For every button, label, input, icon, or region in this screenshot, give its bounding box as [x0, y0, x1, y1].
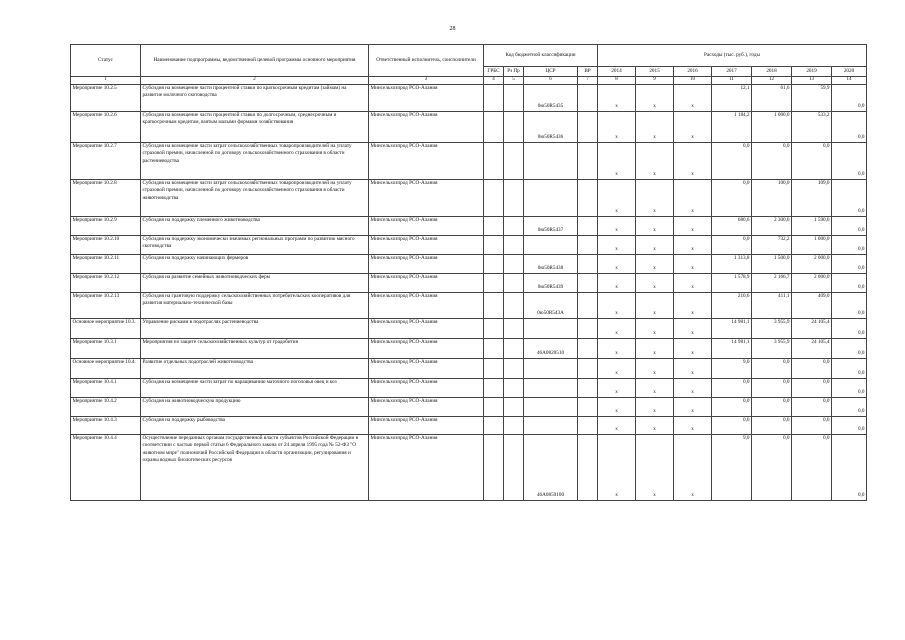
row-rzpr [504, 142, 524, 179]
row-2016: х [674, 111, 712, 142]
row-status: Основное мероприятие 10.3. [71, 318, 141, 338]
row-name: Субсидия на возмещение части затрат сельскохозяйственных товаропроизводителей на уплату страховой премии, начисленной по договору сельскохозяйственного страхования в области растениеводства [141, 142, 369, 179]
header-budget-code: Код бюджетной классификации [484, 45, 598, 67]
row-grbs [484, 358, 504, 378]
row-csr [524, 416, 578, 434]
row-status: Мероприятие 10.2.6 [71, 111, 141, 142]
column-number: 4 [484, 77, 504, 85]
row-2020: 0,0 [832, 84, 867, 111]
row-2020: 0,0 [832, 318, 867, 338]
row-2020: 0,0 [832, 273, 867, 292]
row-2016: х [674, 179, 712, 216]
row-2019: 0,0 [792, 378, 832, 397]
row-vr [578, 111, 598, 142]
row-status: Мероприятие 10.2.5 [71, 84, 141, 111]
row-2016: х [674, 416, 712, 434]
row-executor: Минсельхозпрод РСО-Алания [369, 292, 484, 318]
row-grbs [484, 235, 504, 254]
row-2017: 0,0 [712, 235, 752, 254]
row-rzpr [504, 179, 524, 216]
row-2020: 0,0 [832, 216, 867, 235]
row-2017: 0,0 [712, 378, 752, 397]
row-name: Субсидия на поддержку племенного животноводства [141, 216, 369, 235]
row-2014: х [598, 358, 636, 378]
column-number: 14 [832, 77, 867, 85]
row-2015: х [636, 378, 674, 397]
row-2015: х [636, 254, 674, 273]
row-2019: 409,0 [792, 292, 832, 318]
row-executor: Минсельхозпрод РСО-Алания [369, 111, 484, 142]
row-2016: х [674, 397, 712, 416]
row-2015: х [636, 434, 674, 500]
row-status: Мероприятие 10.2.9 [71, 216, 141, 235]
row-2015: х [636, 358, 674, 378]
row-2014: х [598, 235, 636, 254]
row-rzpr [504, 434, 524, 500]
row-vr [578, 235, 598, 254]
table-row [71, 292, 867, 318]
row-vr [578, 216, 598, 235]
table-body [71, 84, 867, 500]
row-2015: х [636, 416, 674, 434]
row-vr [578, 416, 598, 434]
row-2014: х [598, 434, 636, 500]
row-2014: х [598, 142, 636, 179]
header-year: 2019 [792, 67, 832, 77]
header-year: 2016 [674, 67, 712, 77]
row-2018: 2 300,0 [752, 216, 792, 235]
row-rzpr [504, 235, 524, 254]
row-2018: 732,2 [752, 235, 792, 254]
row-2018: 0,0 [752, 434, 792, 500]
header-year: 2014 [598, 67, 636, 77]
row-status: Мероприятие 10.2.12 [71, 273, 141, 292]
column-number: 3 [369, 77, 484, 85]
row-csr [524, 142, 578, 179]
row-2019: 0,0 [792, 434, 832, 500]
row-2014: х [598, 111, 636, 142]
row-executor: Минсельхозпрод РСО-Алания [369, 318, 484, 338]
header-vr: ВР [578, 67, 598, 77]
row-2019: 0,0 [792, 142, 832, 179]
row-executor: Минсельхозпрод РСО-Алания [369, 179, 484, 216]
row-rzpr [504, 338, 524, 358]
table-row [71, 111, 867, 142]
row-executor: Минсельхозпрод РСО-Алания [369, 397, 484, 416]
row-vr [578, 142, 598, 179]
row-2018: 0,0 [752, 358, 792, 378]
row-vr [578, 254, 598, 273]
row-name: Субсидия на возмещение части затрат по наращиванию маточного поголовья овец и коз [141, 378, 369, 397]
row-grbs [484, 416, 504, 434]
row-grbs [484, 292, 504, 318]
table-row [71, 318, 867, 338]
row-status: Мероприятие 10.2.10 [71, 235, 141, 254]
row-status: Основное мероприятие 10.4. [71, 358, 141, 378]
row-2019: 2 000,0 [792, 254, 832, 273]
row-2019: 2 000,0 [792, 273, 832, 292]
row-2017: 1 578,9 [712, 273, 752, 292]
row-2015: х [636, 292, 674, 318]
row-status: Мероприятие 10.3.1 [71, 338, 141, 358]
row-2020: 0,0 [832, 292, 867, 318]
row-csr [524, 318, 578, 338]
row-csr: 0ю50R543А [524, 292, 578, 318]
row-status: Мероприятие 10.2.8 [71, 179, 141, 216]
row-csr: 0ю50R5435 [524, 84, 578, 111]
row-2017: 14 981,1 [712, 338, 752, 358]
column-number: 10 [674, 77, 712, 85]
row-name: Развитие отдельных подотраслей животноводства [141, 358, 369, 378]
header-year: 2017 [712, 67, 752, 77]
row-grbs [484, 111, 504, 142]
row-vr [578, 318, 598, 338]
row-csr [524, 378, 578, 397]
row-2018: 100,0 [752, 179, 792, 216]
header-grbs: ГРБС [484, 67, 504, 77]
row-name: Мероприятия по защите сельскохозяйственных культур от градобития [141, 338, 369, 358]
row-2018: 61,6 [752, 84, 792, 111]
row-2015: х [636, 318, 674, 338]
row-2015: х [636, 179, 674, 216]
row-vr [578, 84, 598, 111]
row-2017: 0,0 [712, 142, 752, 179]
column-number: 1 [71, 77, 141, 85]
column-number: 12 [752, 77, 792, 85]
row-name: Субсидия на поддержку начинающих фермеров [141, 254, 369, 273]
row-csr: 46А0859100 [524, 434, 578, 500]
row-2014: х [598, 292, 636, 318]
header-status: Статус [71, 45, 141, 77]
column-number: 8 [598, 77, 636, 85]
row-vr [578, 397, 598, 416]
row-name: Субсидия на грантовую поддержку сельскохозяйственных потребительских кооперативов для развития материально-технической базы [141, 292, 369, 318]
table-row [71, 434, 867, 500]
row-csr [524, 397, 578, 416]
row-2016: х [674, 338, 712, 358]
header-name: Наименование подпрограммы, ведомственной целевой программы основного мероприятия [141, 45, 369, 77]
row-2017: 1 184,2 [712, 111, 752, 142]
column-number: 11 [712, 77, 752, 85]
row-executor: Минсельхозпрод РСО-Алания [369, 235, 484, 254]
row-2017: 1 313,8 [712, 254, 752, 273]
row-rzpr [504, 416, 524, 434]
row-vr [578, 434, 598, 500]
row-2019: 109,0 [792, 179, 832, 216]
row-rzpr [504, 318, 524, 338]
row-status: Мероприятие 10.4.2 [71, 397, 141, 416]
row-2015: х [636, 84, 674, 111]
row-2015: х [636, 273, 674, 292]
row-2016: х [674, 434, 712, 500]
row-2016: х [674, 254, 712, 273]
row-2016: х [674, 84, 712, 111]
header-rzpr: Рз Пр [504, 67, 524, 77]
row-2014: х [598, 397, 636, 416]
row-vr [578, 358, 598, 378]
table-row [71, 84, 867, 111]
table-row [71, 397, 867, 416]
column-number: 6 [524, 77, 578, 85]
table-row [71, 273, 867, 292]
row-2020: 0,0 [832, 434, 867, 500]
page-number: 28 [449, 26, 456, 32]
row-2020: 0,0 [832, 416, 867, 434]
row-2019: 24 105,4 [792, 318, 832, 338]
row-2017: 210,6 [712, 292, 752, 318]
row-2017: 0,0 [712, 416, 752, 434]
row-2018: 411,1 [752, 292, 792, 318]
row-executor: Минсельхозпрод РСО-Алания [369, 142, 484, 179]
row-csr: 0ю50R5437 [524, 216, 578, 235]
row-2020: 0,0 [832, 111, 867, 142]
row-2016: х [674, 235, 712, 254]
row-rzpr [504, 216, 524, 235]
row-grbs [484, 273, 504, 292]
row-2015: х [636, 216, 674, 235]
column-number: 2 [141, 77, 369, 85]
row-2020: 0,0 [832, 397, 867, 416]
row-csr: 46А0820510 [524, 338, 578, 358]
column-number-row [71, 77, 867, 85]
table-row [71, 216, 867, 235]
row-rzpr [504, 397, 524, 416]
row-2020: 0,0 [832, 378, 867, 397]
row-2018: 1 000,0 [752, 111, 792, 142]
table-row [71, 416, 867, 434]
row-2015: х [636, 338, 674, 358]
row-2019: 0,0 [792, 358, 832, 378]
row-status: Мероприятие 10.4.4 [71, 434, 141, 500]
row-2014: х [598, 318, 636, 338]
row-2018: 0,0 [752, 142, 792, 179]
row-2020: 0,0 [832, 358, 867, 378]
row-2017: 680,6 [712, 216, 752, 235]
row-vr [578, 273, 598, 292]
row-grbs [484, 254, 504, 273]
header-year: 2015 [636, 67, 674, 77]
row-vr [578, 378, 598, 397]
row-grbs [484, 179, 504, 216]
row-2015: х [636, 142, 674, 179]
row-executor: Минсельхозпрод РСО-Алания [369, 434, 484, 500]
row-2019: 1 590,0 [792, 216, 832, 235]
row-2016: х [674, 358, 712, 378]
row-2019: 59,9 [792, 84, 832, 111]
table-row [71, 358, 867, 378]
row-executor: Минсельхозпрод РСО-Алания [369, 378, 484, 397]
row-grbs [484, 84, 504, 111]
row-2019: 24 105,4 [792, 338, 832, 358]
row-executor: Минсельхозпрод РСО-Алания [369, 358, 484, 378]
header-csr: ЦСР [524, 67, 578, 77]
row-grbs [484, 397, 504, 416]
row-2015: х [636, 235, 674, 254]
row-2015: х [636, 397, 674, 416]
row-vr [578, 292, 598, 318]
row-status: Мероприятие 10.4.3 [71, 416, 141, 434]
row-2019: 0,0 [792, 416, 832, 434]
header-expenses: Расходы (тыс. руб.), годы [598, 45, 867, 67]
row-name: Субсидия на возмещение части затрат сельскохозяйственных товаропроизводителей на уплату страховой премии, начисленной по договору сельскохозяйственного страхования в области животноводства [141, 179, 369, 216]
row-2014: х [598, 378, 636, 397]
row-2014: х [598, 84, 636, 111]
row-status: Мероприятие 10.4.1 [71, 378, 141, 397]
row-2014: х [598, 216, 636, 235]
row-executor: Минсельхозпрод РСО-Алания [369, 84, 484, 111]
row-csr: 0ю50R5438 [524, 254, 578, 273]
row-2016: х [674, 142, 712, 179]
row-2019: 533,2 [792, 111, 832, 142]
row-executor: Минсельхозпрод РСО-Алания [369, 338, 484, 358]
row-2014: х [598, 273, 636, 292]
column-number: 7 [578, 77, 598, 85]
row-grbs [484, 378, 504, 397]
row-2020: 0,0 [832, 338, 867, 358]
row-name: Субсидия на возмещение части процентной ставки по долгосрочным, среднесрочным и краткосрочным кредитам, взятым малыми формами хозяйствования [141, 111, 369, 142]
row-vr [578, 338, 598, 358]
row-csr: 0ю50R5436 [524, 111, 578, 142]
row-2017: 9,0 [712, 358, 752, 378]
row-vr [578, 179, 598, 216]
row-name: Управление рисками в подотраслях растениеводства [141, 318, 369, 338]
table-row [71, 235, 867, 254]
row-grbs [484, 434, 504, 500]
row-executor: Минсельхозпрод РСО-Алания [369, 416, 484, 434]
row-status: Мероприятие 10.2.13 [71, 292, 141, 318]
header-executor: Ответственный исполнитель, соисполнители [369, 45, 484, 77]
budget-table [70, 44, 867, 501]
row-name: Осуществление переданных органам государственной власти субъектов Российской Федерации в соответствии с частью первой статьи 6 Федерального закона от 24 апреля 1995 года № 52-ФЗ "О животном мире" полномочий Российской Федерации в области организации, регулирования и охраны водных биологических ресурсов [141, 434, 369, 500]
row-2014: х [598, 254, 636, 273]
header-year: 2018 [752, 67, 792, 77]
row-2019: 0,0 [792, 397, 832, 416]
row-2020: 0,0 [832, 254, 867, 273]
row-executor: Минсельхозпрод РСО-Алания [369, 254, 484, 273]
row-grbs [484, 216, 504, 235]
row-rzpr [504, 358, 524, 378]
table-row [71, 378, 867, 397]
row-2016: х [674, 216, 712, 235]
row-csr: 0ю50R5439 [524, 273, 578, 292]
row-2018: 3 955,9 [752, 318, 792, 338]
row-grbs [484, 338, 504, 358]
row-csr [524, 358, 578, 378]
row-rzpr [504, 292, 524, 318]
row-rzpr [504, 254, 524, 273]
row-2016: х [674, 378, 712, 397]
row-rzpr [504, 111, 524, 142]
row-status: Мероприятие 10.2.7 [71, 142, 141, 179]
row-2018: 3 955,9 [752, 338, 792, 358]
row-executor: Минсельхозпрод РСО-Алания [369, 216, 484, 235]
row-2016: х [674, 292, 712, 318]
row-grbs [484, 142, 504, 179]
row-name: Субсидия на поддержку рыбоводства [141, 416, 369, 434]
row-2015: х [636, 111, 674, 142]
column-number: 13 [792, 77, 832, 85]
row-name: Субсидия на животноводческую продукцию [141, 397, 369, 416]
row-2019: 1 000,0 [792, 235, 832, 254]
row-2017: 12,1 [712, 84, 752, 111]
column-number: 5 [504, 77, 524, 85]
header-year: 2020 [832, 67, 867, 77]
row-2018: 2 166,7 [752, 273, 792, 292]
table-row [71, 142, 867, 179]
row-name: Субсидия на поддержку экономически значимых региональных программ по развитию мясного скотоводства [141, 235, 369, 254]
table-row [71, 179, 867, 216]
row-2016: х [674, 318, 712, 338]
row-2017: 14 981,1 [712, 318, 752, 338]
table-row [71, 254, 867, 273]
row-2018: 0,0 [752, 416, 792, 434]
row-2018: 0,0 [752, 397, 792, 416]
row-rzpr [504, 84, 524, 111]
row-2014: х [598, 416, 636, 434]
row-2018: 1 500,0 [752, 254, 792, 273]
row-2017: 9,0 [712, 434, 752, 500]
row-csr [524, 179, 578, 216]
row-executor: Минсельхозпрод РСО-Алания [369, 273, 484, 292]
row-name: Субсидия на возмещение части процентной ставки по краткосрочным кредитам (займам) на развитие молочного скотоводства [141, 84, 369, 111]
row-csr [524, 235, 578, 254]
row-2014: х [598, 179, 636, 216]
row-status: Мероприятие 10.2.11 [71, 254, 141, 273]
row-rzpr [504, 378, 524, 397]
table-row [71, 338, 867, 358]
row-2014: х [598, 338, 636, 358]
column-number: 9 [636, 77, 674, 85]
row-name: Субсидия на развитие семейных животноводческих ферм [141, 273, 369, 292]
row-2017: 0,0 [712, 397, 752, 416]
row-grbs [484, 318, 504, 338]
row-rzpr [504, 273, 524, 292]
row-2017: 0,0 [712, 179, 752, 216]
row-2016: х [674, 273, 712, 292]
row-2020: 0,0 [832, 179, 867, 216]
row-2020: 0,0 [832, 142, 867, 179]
row-2018: 0,0 [752, 378, 792, 397]
row-2020: 0,0 [832, 235, 867, 254]
